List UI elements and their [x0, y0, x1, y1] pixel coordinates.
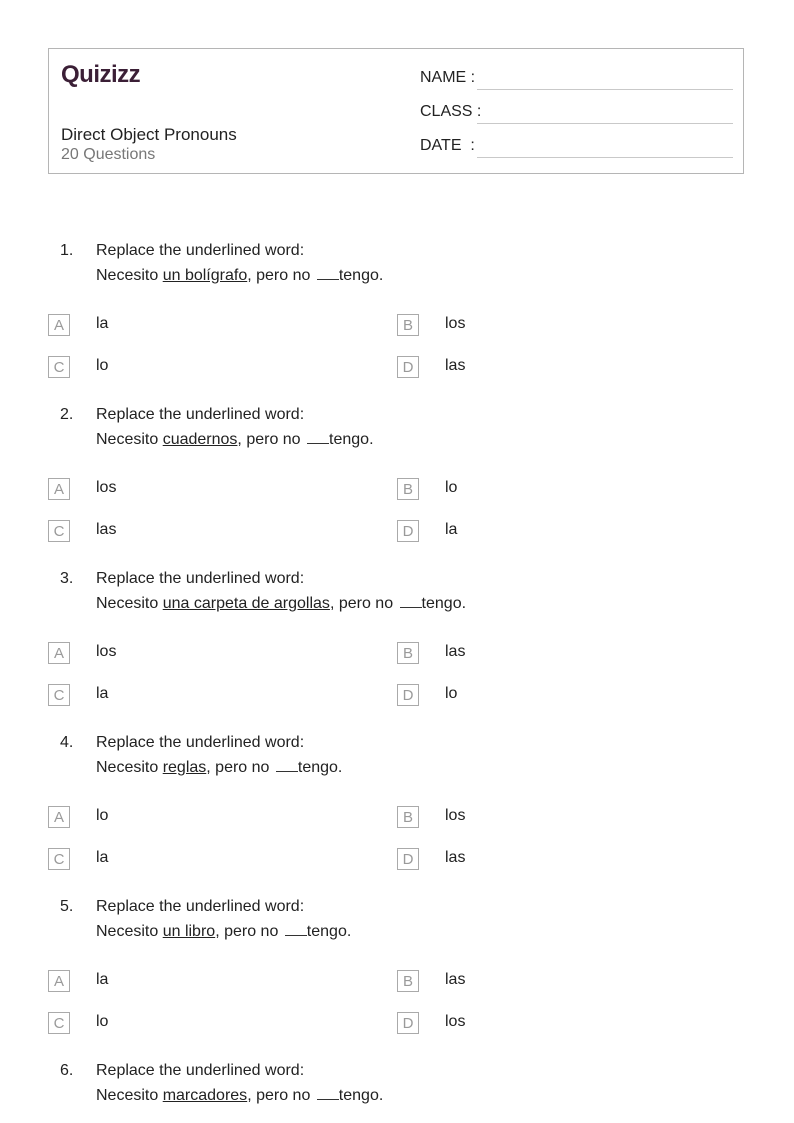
option-text: los — [96, 479, 117, 496]
answer-blank — [276, 758, 298, 772]
sentence-start: Necesito — [96, 1087, 163, 1104]
option-letter-box[interactable]: D — [397, 356, 419, 378]
question-prompt: Replace the underlined word: — [96, 734, 305, 751]
worksheet-title: Direct Object Pronouns — [61, 125, 237, 144]
sentence-middle: , pero no — [329, 595, 398, 612]
option-letter-box[interactable]: D — [397, 1012, 419, 1034]
sentence-start: Necesito — [96, 923, 163, 940]
option-letter-box[interactable]: B — [397, 314, 419, 336]
option-text: la — [96, 315, 109, 332]
option-letter-box[interactable]: A — [48, 478, 70, 500]
option-letter-box[interactable]: A — [48, 806, 70, 828]
question-prompt: Replace the underlined word: — [96, 1062, 305, 1079]
question-count: 20 Questions — [61, 146, 156, 163]
sentence-middle: , pero no — [215, 923, 283, 940]
question-number: 3. — [60, 570, 74, 587]
name-label: NAME : — [420, 69, 476, 86]
sentence-end: tengo. — [338, 267, 384, 284]
date-label: DATE : — [420, 137, 475, 154]
answer-blank — [317, 1086, 339, 1100]
sentence-start: Necesito — [96, 759, 163, 776]
option-letter-box[interactable]: B — [397, 806, 419, 828]
class-field[interactable] — [477, 123, 733, 124]
option-text: las — [445, 849, 466, 866]
option-text: lo — [445, 479, 458, 496]
underlined-word: cuadernos — [162, 431, 238, 448]
option-text: los — [445, 807, 466, 824]
question-number: 1. — [60, 242, 74, 259]
underlined-word: un libro — [162, 923, 216, 940]
sentence-end: tengo. — [338, 1087, 384, 1104]
question-number: 5. — [60, 898, 74, 915]
sentence-end: tengo. — [297, 759, 343, 776]
option-letter-box[interactable]: A — [48, 314, 70, 336]
sentence-middle: , pero no — [206, 759, 274, 776]
question-sentence — [96, 594, 466, 613]
option-text: la — [96, 971, 109, 988]
option-letter-box[interactable]: C — [48, 848, 70, 870]
option-letter-box[interactable]: B — [397, 478, 419, 500]
question-sentence — [96, 430, 374, 449]
option-text: los — [445, 1013, 466, 1030]
question-sentence — [96, 1086, 383, 1105]
question-sentence — [96, 922, 351, 941]
underlined-word: reglas — [162, 759, 207, 776]
class-label: CLASS : — [420, 103, 482, 120]
sentence-start: Necesito — [96, 431, 163, 448]
option-text: los — [96, 643, 117, 660]
option-letter-box[interactable]: B — [397, 642, 419, 664]
option-letter-box[interactable]: C — [48, 520, 70, 542]
question-sentence — [96, 758, 342, 777]
option-text: los — [445, 315, 466, 332]
answer-blank — [285, 922, 307, 936]
question-prompt: Replace the underlined word: — [96, 898, 305, 915]
sentence-start: Necesito — [96, 595, 163, 612]
underlined-word: marcadores — [162, 1087, 248, 1104]
option-text: lo — [96, 1013, 109, 1030]
sentence-middle: , pero no — [237, 431, 306, 448]
sentence-start: Necesito — [96, 267, 163, 284]
option-text: lo — [96, 807, 109, 824]
option-text: la — [445, 521, 458, 538]
option-letter-box[interactable]: A — [48, 970, 70, 992]
option-text: la — [96, 685, 109, 702]
question-number: 2. — [60, 406, 74, 423]
option-letter-box[interactable]: C — [48, 1012, 70, 1034]
question-prompt: Replace the underlined word: — [96, 406, 305, 423]
sentence-end: tengo. — [306, 923, 352, 940]
question-prompt: Replace the underlined word: — [96, 242, 305, 259]
option-letter-box[interactable]: A — [48, 642, 70, 664]
quizizz-logo — [61, 59, 153, 89]
answer-blank — [307, 430, 329, 444]
option-letter-box[interactable]: D — [397, 520, 419, 542]
question-prompt: Replace the underlined word: — [96, 570, 305, 587]
option-letter-box[interactable]: C — [48, 684, 70, 706]
date-field[interactable] — [477, 157, 733, 158]
option-text: las — [445, 971, 466, 988]
worksheet-header — [48, 48, 744, 174]
answer-blank — [400, 594, 422, 608]
option-letter-box[interactable]: D — [397, 684, 419, 706]
option-text: lo — [445, 685, 458, 702]
option-letter-box[interactable]: B — [397, 970, 419, 992]
name-field[interactable] — [477, 89, 733, 90]
underlined-word: un bolígrafo — [162, 267, 248, 284]
question-number: 6. — [60, 1062, 74, 1079]
sentence-middle: , pero no — [247, 267, 315, 284]
question-number: 4. — [60, 734, 74, 751]
svg-text:Quizizz: Quizizz — [61, 61, 141, 88]
option-text: las — [445, 643, 466, 660]
option-text: lo — [96, 357, 109, 374]
option-letter-box[interactable]: D — [397, 848, 419, 870]
option-text: las — [445, 357, 466, 374]
question-sentence — [96, 266, 383, 285]
option-text: la — [96, 849, 109, 866]
sentence-end: tengo. — [329, 431, 374, 448]
option-letter-box[interactable]: C — [48, 356, 70, 378]
sentence-middle: , pero no — [247, 1087, 315, 1104]
answer-blank — [317, 266, 339, 280]
sentence-end: tengo. — [421, 595, 467, 612]
option-text: las — [96, 521, 117, 538]
underlined-word: una carpeta de argollas — [162, 595, 330, 612]
